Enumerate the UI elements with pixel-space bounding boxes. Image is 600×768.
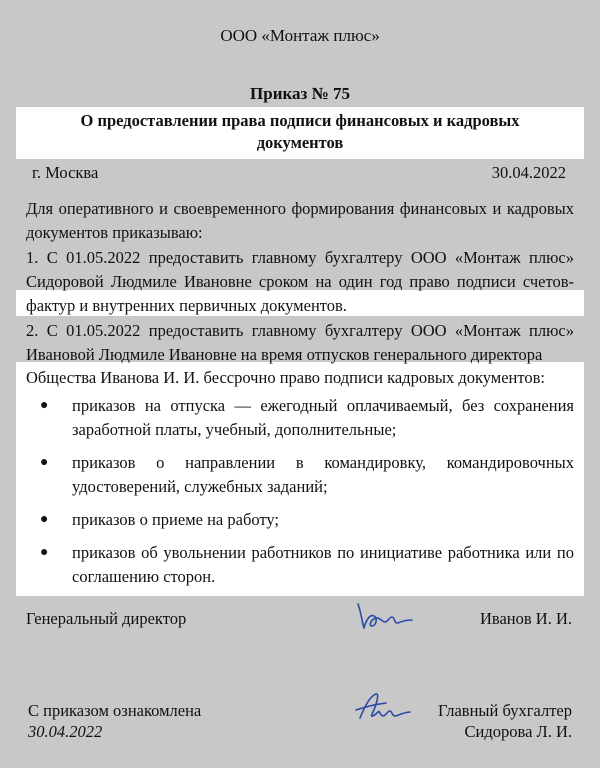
order-city: г. Москва bbox=[32, 163, 99, 182]
list-item-text: приказов о направлении в командировку, командировочных удостоверений, служебных заданий; bbox=[72, 453, 574, 496]
order-item-1: 1. С 01.05.2022 предоставить главному бухгалтеру ООО «Монтаж плюс» Сидоровой Людмиле Ивановне сроком на один год право подписи счетов-фактур и внутренних первичных документов. bbox=[26, 248, 574, 315]
accountant-signature-icon bbox=[352, 686, 416, 730]
order-item-2-part-1: 2. С 01.05.2022 предоставить главному бухгалтеру ООО «Монтаж плюс» Ивановой Людмиле Ивановне на время отпусков генерального директора bbox=[26, 321, 574, 364]
signature-stroke bbox=[358, 604, 412, 628]
acknowledgement-label: С приказом ознакомлена bbox=[28, 701, 202, 720]
order-subject: О предоставлении права подписи финансовых и кадровых документов bbox=[80, 111, 520, 152]
director-signature-icon bbox=[352, 594, 416, 638]
accountant-title: Главный бухгалтер bbox=[437, 701, 572, 720]
list-item-text: приказов о приеме на работу; bbox=[72, 510, 279, 529]
order-date: 30.04.2022 bbox=[491, 163, 566, 182]
signature-stroke bbox=[356, 694, 410, 718]
bullet-icon: ● bbox=[40, 398, 49, 413]
order-title: Приказ № 75 bbox=[250, 84, 350, 103]
intro-paragraph: Для оперативного и своевременного формирования финансовых и кадровых документов приказываю: bbox=[26, 199, 574, 242]
company-name: ООО «Монтаж плюс» bbox=[220, 26, 380, 45]
director-title: Генеральный директор bbox=[26, 609, 187, 628]
bullet-icon: ● bbox=[40, 545, 49, 560]
bullet-icon: ● bbox=[40, 455, 49, 470]
list-item-text: приказов об увольнении работников по инициативе работника или по соглашению сторон. bbox=[72, 543, 574, 586]
order-item-2-part-2: Общества Иванова И. И. бессрочно право подписи кадровых документов: bbox=[26, 368, 545, 387]
acknowledgement-date: 30.04.2022 bbox=[28, 722, 103, 741]
director-name: Иванов И. И. bbox=[479, 609, 572, 628]
list-item-text: приказов на отпуска — ежегодный оплачиваемый, без сохранения заработной платы, учебный, дополнительные; bbox=[72, 396, 574, 439]
bullet-icon: ● bbox=[40, 512, 49, 527]
accountant-name: Сидорова Л. И. bbox=[464, 722, 572, 741]
